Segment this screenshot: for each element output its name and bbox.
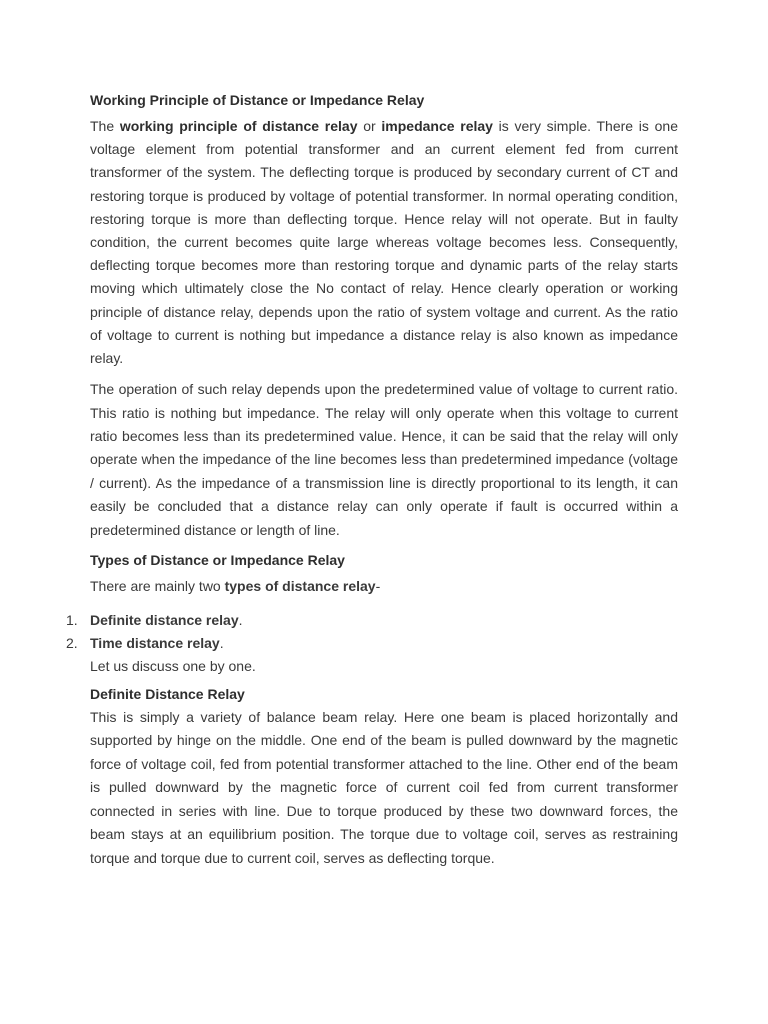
list-item-label: Definite distance relay	[90, 612, 239, 629]
intro-suffix: -	[375, 578, 381, 595]
section-heading-types: Types of Distance or Impedance Relay	[90, 552, 345, 569]
bold-term-impedance-relay: impedance relay	[381, 118, 493, 134]
types-list	[66, 609, 678, 655]
paragraph-definite-distance: This is simply a variety of balance beam relay. Here one beam is placed horizontally and supported by hinge on the middle. One end of the beam is pulled downward by the magnetic force of voltage coil, fed from potential transformer attached to the line. Other end of the beam is pulled downward by the magnetic force of current coil fed from current transformer connected in series with line. Due to torque produced by these two downward forces, the beam stays at an equilibrium position. The torque due to voltage coil, serves as restraining torque and torque due to current coil, serves as deflecting torque.	[90, 709, 678, 866]
document-page	[66, 90, 678, 878]
list-number: 2.	[66, 635, 78, 652]
list-item-label: Time distance relay	[90, 635, 220, 652]
bold-term-types: types of distance relay	[224, 578, 376, 595]
types-intro	[90, 575, 678, 597]
list-item	[66, 632, 678, 655]
section-heading-definite-distance: Definite Distance Relay	[90, 686, 245, 703]
para-text: The	[90, 118, 120, 134]
paragraph-operation: The operation of such relay depends upon the predetermined value of voltage to current ratio. This ratio is nothing but impedance. The relay will only operate when this voltage to current ratio becomes less than its predetermined value. Hence, it can be said that the relay will only operate when the impedance of the line becomes less than predetermined impedance (voltage / current). As the impedance of a transmission line is directly proportional to its length, it can easily be concluded that a distance relay can only operate if fault is occurred within a predetermined distance or length of line.	[90, 381, 678, 538]
list-item-suffix: .	[238, 612, 243, 629]
intro-text: There are mainly two	[90, 578, 225, 595]
list-item-suffix: .	[219, 635, 224, 652]
list-number: 1.	[66, 612, 78, 629]
bold-term-working-principle: working principle of distance relay	[119, 118, 358, 134]
list-item	[66, 609, 678, 632]
section-heading-working-principle: Working Principle of Distance or Impedance Relay	[90, 92, 425, 108]
para-text: or	[357, 118, 382, 134]
paragraph-working-principle	[90, 115, 678, 370]
para-text: is very simple. There is one voltage element from potential transformer and an current element fed from current transformer of the system. The deflecting torque is produced by secondary current of CT and restoring torque is produced by voltage of potential transformer. In normal operating condition, restoring torque is more than deflecting torque. Hence relay will not operate. But in faulty condition, the current becomes quite large whereas voltage becomes less. Consequently, deflecting torque becomes more than restoring torque and dynamic parts of the relay starts moving which ultimately close the No contact of relay. Hence clearly operation or working principle of distance relay, depends upon the ratio of system voltage and current. As the ratio of voltage to current is nothing but impedance a distance relay is also known as impedance relay.	[90, 118, 678, 367]
discuss-line: Let us discuss one by one.	[90, 658, 256, 675]
